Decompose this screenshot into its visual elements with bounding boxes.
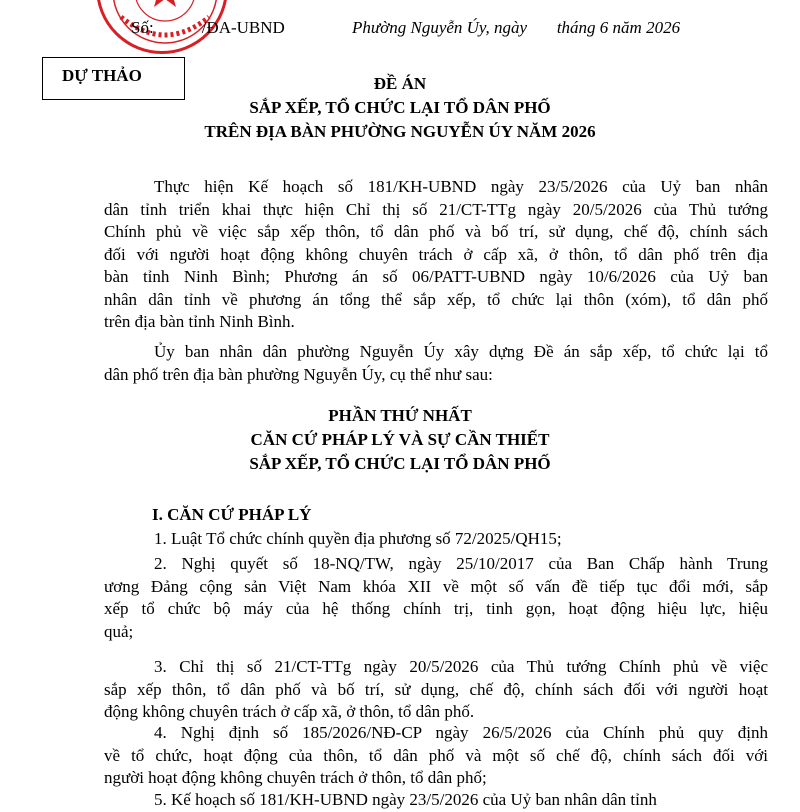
text-line: người hoạt động không chuyên trách ở thôn, tổ dân phố; xyxy=(104,768,487,787)
text-line: sắp xếp thôn, tổ dân phố và bố trí, sử dụng, chế độ, chính sách đối với người hoạt xyxy=(104,679,768,699)
intro-paragraph-2 xyxy=(104,341,768,386)
text-line: ương Đảng cộng sản Việt Nam khóa XII về một số vấn đề tiếp tục đổi mới, sắp xyxy=(104,576,768,596)
part-subtitle-1: CĂN CỨ PHÁP LÝ VÀ SỰ CẦN THIẾT xyxy=(250,430,550,449)
text-line: dân phố trên địa bàn phường Nguyễn Úy, cụ thể như sau: xyxy=(104,364,493,384)
place-date: Phường Nguyễn Úy, ngày tháng 6 năm 2026 xyxy=(352,18,681,37)
text-line: về tổ chức, hoạt động của thôn, tổ dân phố và một số chế độ, chính sách đối với xyxy=(104,745,768,765)
text-line: 4. Nghị định số 185/2026/NĐ-CP ngày 26/5/2026 của Chính phủ quy định xyxy=(154,723,768,742)
document-number: Số: /ĐA-UBND xyxy=(131,18,285,37)
part-title: PHẦN THỨ NHẤT xyxy=(328,406,472,425)
text-line: động không chuyên trách ở cấp xã, ở thôn, tổ dân phố. xyxy=(104,702,475,721)
part-subtitle-2: SẮP XẾP, TỔ CHỨC LẠI TỔ DÂN PHỐ xyxy=(249,454,551,473)
legal-basis-item-4 xyxy=(104,722,768,790)
text-line: Ủy ban nhân dân phường Nguyễn Úy xây dựng Đề án sắp xếp, tổ chức lại tổ xyxy=(154,342,768,361)
text-line: 2. Nghị quyết số 18-NQ/TW, ngày 25/10/2017 của Ban Chấp hành Trung xyxy=(154,554,768,573)
legal-basis-item-5 xyxy=(104,789,768,812)
text-line: xếp tổ chức bộ máy của hệ thống chính trị, tinh gọn, hoạt động hiệu lực, hiệu xyxy=(104,599,768,618)
text-line: 1. Luật Tổ chức chính quyền địa phương số 72/2025/QH15; xyxy=(154,529,562,548)
doc-title-line-2: SẮP XẾP, TỔ CHỨC LẠI TỔ DÂN PHỐ xyxy=(249,98,551,117)
text-line: 5. Kế hoạch số 181/KH-UBND ngày 23/5/2026 của Uỷ ban nhân dân tỉnh xyxy=(154,790,657,809)
text-line: dân tỉnh triển khai thực hiện Chỉ thị số 21/CT-TTg ngày 20/5/2026 của Thủ tướng xyxy=(104,199,768,219)
text-line: 3. Chỉ thị số 21/CT-TTg ngày 20/5/2026 của Thủ tướng Chính phủ về việc xyxy=(154,657,768,676)
section-heading: I. CĂN CỨ PHÁP LÝ xyxy=(152,505,312,524)
text-line: đối với người hoạt động không chuyên trách ở cấp xã, ở thôn, tổ dân phố trên địa xyxy=(104,244,768,264)
legal-basis-item-2 xyxy=(104,553,768,643)
text-line: nhân dân tỉnh về phương án tổng thể sắp xếp, tổ chức lại thôn (xóm), tổ dân phố xyxy=(104,289,768,309)
draft-stamp: DỰ THẢO xyxy=(42,57,185,100)
text-line: Thực hiện Kế hoạch số 181/KH-UBND ngày 23/5/2026 của Uỷ ban nhân xyxy=(154,177,768,196)
legal-basis-item-3 xyxy=(104,656,768,724)
doc-title-line-3: TRÊN ĐỊA BÀN PHƯỜNG NGUYỄN ÚY NĂM 2026 xyxy=(204,122,596,141)
legal-basis-item-1 xyxy=(104,528,768,551)
text-line: quả; xyxy=(104,621,134,641)
text-line: trên địa bàn tỉnh Ninh Bình. xyxy=(104,312,295,331)
intro-paragraph-1 xyxy=(104,176,768,334)
doc-type-title: ĐỀ ÁN xyxy=(373,74,427,93)
text-line: bàn tỉnh Ninh Bình; Phương án số 06/PATT-UBND ngày 10/6/2026 của Uỷ ban xyxy=(104,267,768,286)
text-line: Chính phủ về việc sắp xếp thôn, tổ dân phố và bố trí, sử dụng, chế độ, chính sách xyxy=(104,222,768,241)
